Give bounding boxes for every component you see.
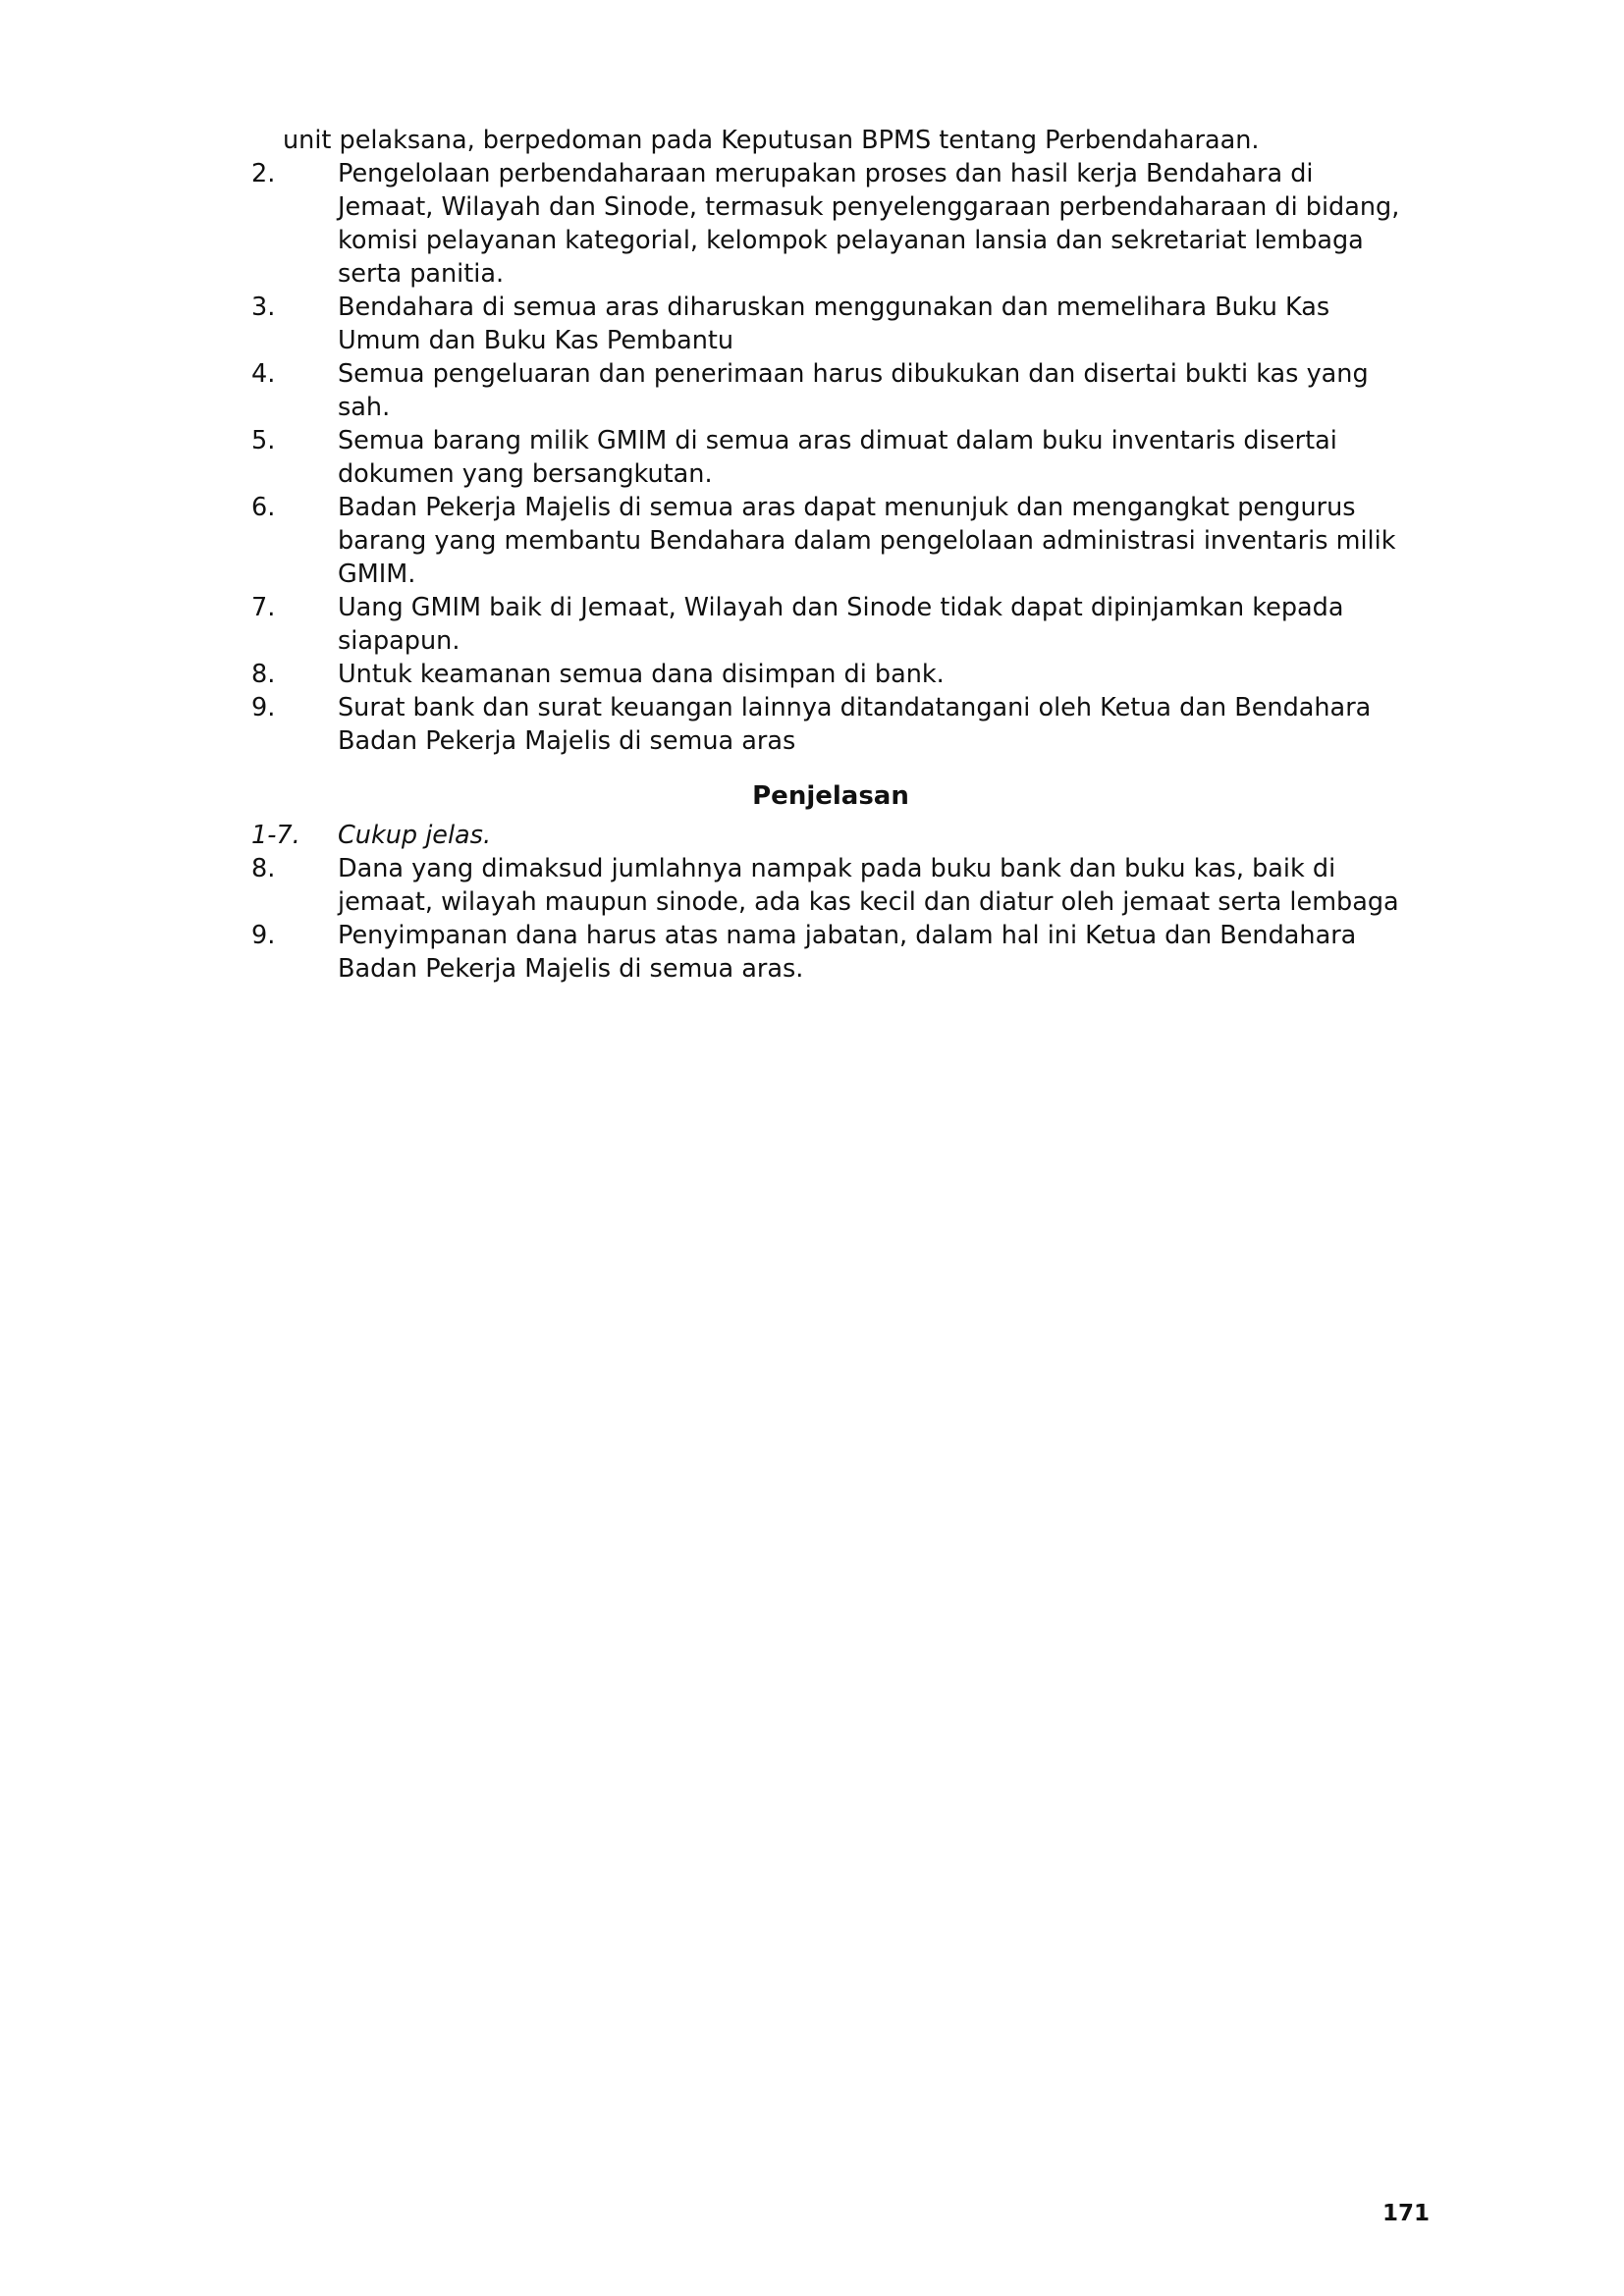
section-heading: Penjelasan: [752, 781, 909, 811]
list-item: [251, 691, 1410, 758]
item-number: 8.: [251, 854, 276, 883]
page-content: [251, 124, 1410, 986]
item-number: 2.: [251, 159, 276, 188]
list-item: [251, 852, 1410, 919]
page-number: 171: [1381, 2201, 1430, 2226]
list-item: [251, 291, 1410, 357]
list-item: [251, 157, 1410, 291]
item-text: Untuk keamanan semua dana disimpan di bank.: [338, 660, 945, 689]
list-item: [251, 357, 1410, 424]
item-number: 9.: [251, 921, 276, 950]
item-text: Surat bank dan surat keuangan lainnya ditandatangani oleh Ketua dan Bendahara Badan Pekerja Majelis di semua aras: [338, 693, 1372, 756]
item-text: Semua pengeluaran dan penerimaan harus dibukukan dan disertai bukti kas yang sah.: [338, 359, 1369, 422]
item-number: 3.: [251, 293, 276, 322]
item-text: Dana yang dimaksud jumlahnya nampak pada buku bank dan buku kas, baik di jemaat, wilayah maupun sinode, ada kas kecil dan diatur oleh jemaat serta lembaga: [338, 854, 1399, 917]
item-number: 6.: [251, 493, 276, 522]
item-text: Bendahara di semua aras diharuskan menggunakan dan memelihara Buku Kas Umum dan Buku Kas Pembantu: [338, 293, 1330, 355]
item-number: 1-7.: [251, 821, 300, 850]
item-number: 7.: [251, 593, 276, 622]
item-text: Semua barang milik GMIM di semua aras dimuat dalam buku inventaris disertai dokumen yang bersangkutan.: [338, 426, 1337, 489]
list-item: [251, 919, 1410, 986]
list-item: [251, 658, 1410, 691]
item-text: Uang GMIM baik di Jemaat, Wilayah dan Sinode tidak dapat dipinjamkan kepada siapapun.: [338, 593, 1344, 656]
list-item: [251, 591, 1410, 658]
continuation-text: unit pelaksana, berpedoman pada Keputusan BPMS tentang Perbendaharaan.: [283, 126, 1260, 155]
rules-list: [251, 157, 1410, 758]
explanations-list: [251, 819, 1410, 986]
list-item: [251, 819, 1410, 852]
item-text: Cukup jelas.: [338, 821, 492, 850]
item-number: 5.: [251, 426, 276, 455]
item-number: 8.: [251, 660, 276, 689]
item-text: Pengelolaan perbendaharaan merupakan proses dan hasil kerja Bendahara di Jemaat, Wilayah dan Sinode, termasuk penyelenggaraan perbendaharaan di bidang, komisi pelayanan kategorial, kelompok pelayanan lansia dan sekretariat lembaga serta panitia.: [338, 159, 1400, 289]
item-text: Penyimpanan dana harus atas nama jabatan, dalam hal ini Ketua dan Bendahara Badan Pekerja Majelis di semua aras.: [338, 921, 1357, 984]
item-text: Badan Pekerja Majelis di semua aras dapat menunjuk dan mengangkat pengurus barang yang membantu Bendahara dalam pengelolaan administrasi inventaris milik GMIM.: [338, 493, 1396, 589]
list-item: [251, 491, 1410, 591]
item-number: 4.: [251, 359, 276, 389]
item-number: 9.: [251, 693, 276, 722]
list-item: [251, 424, 1410, 491]
